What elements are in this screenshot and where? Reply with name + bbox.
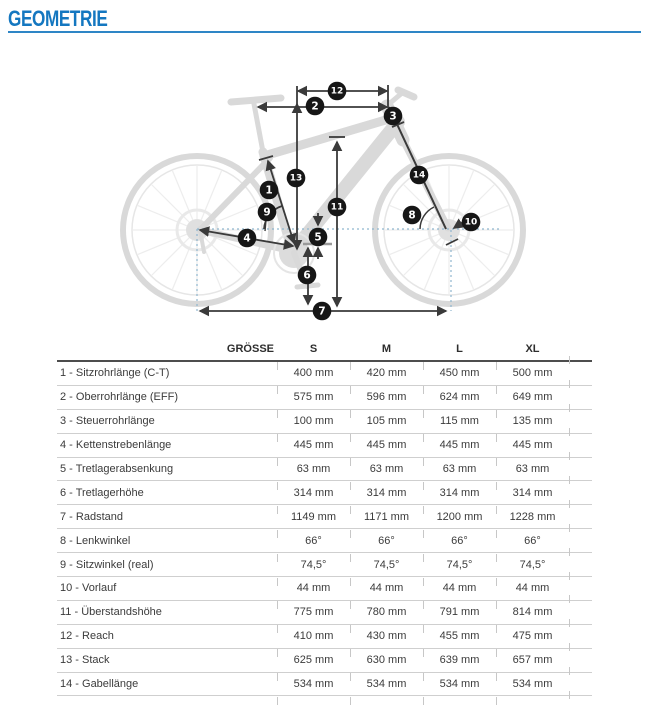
svg-text:6: 6 [303,269,311,282]
row-value-l: 791 mm [423,606,496,618]
row-value-l: 445 mm [423,439,496,451]
row-value-m: 44 mm [350,582,423,594]
row-label: 8 - Lenkwinkel [60,534,131,547]
row-value-s: 400 mm [277,367,350,379]
row-value-xl: 135 mm [496,415,569,427]
row-value-xl: 63 mm [496,463,569,475]
row-value-m: 630 mm [350,654,423,666]
diagram-marker-9 [258,203,277,222]
diagram-marker-1 [260,181,279,200]
row-value-s: 575 mm [277,391,350,403]
row-value-xl: 814 mm [496,606,569,618]
row-value-m: 63 mm [350,463,423,475]
diagram-marker-12 [328,82,347,101]
row-value-s: 775 mm [277,606,350,618]
row-value-m: 66° [350,535,423,547]
row-label: 4 - Kettenstrebenlänge [60,439,172,452]
row-value-xl: 1228 mm [496,511,569,523]
table-row [57,625,592,649]
row-label: 6 - Tretlagerhöhe [60,486,144,499]
page-header [8,8,641,30]
table-row [57,601,592,625]
diagram-marker-4 [238,229,257,248]
diagram-marker-10 [462,213,481,232]
row-value-s: 625 mm [277,654,350,666]
row-value-xl: 44 mm [496,582,569,594]
row-label: 7 - Radstand [60,510,123,523]
row-value-m: 780 mm [350,606,423,618]
row-label: 2 - Oberrohrlänge (EFF) [60,391,178,404]
table-row [57,577,592,601]
row-value-l: 534 mm [423,678,496,690]
diagram-marker-8 [403,206,422,225]
diagram-marker-14 [410,166,429,185]
row-value-m: 445 mm [350,439,423,451]
row-label: 9 - Sitzwinkel (real) [60,558,154,571]
svg-text:12: 12 [330,86,344,97]
svg-text:8: 8 [408,209,416,222]
table-body [57,362,592,696]
table-row [57,649,592,673]
row-value-s: 445 mm [277,439,350,451]
row-value-s: 410 mm [277,630,350,642]
row-value-xl: 649 mm [496,391,569,403]
row-label: 3 - Steuerrohrlänge [60,415,155,428]
diagram-marker-6 [298,266,317,285]
row-label: 14 - Gabellänge [60,678,139,691]
svg-text:11: 11 [330,202,344,213]
svg-text:13: 13 [289,173,303,184]
row-value-s: 1149 mm [277,511,350,523]
row-label: 10 - Vorlauf [60,582,117,595]
page-title: GEOMETRIE [8,6,108,31]
row-value-l: 450 mm [423,367,496,379]
row-value-xl: 534 mm [496,678,569,690]
row-value-l: 44 mm [423,582,496,594]
col-header-m: M [350,343,423,355]
col-header-xl: XL [496,343,569,355]
svg-text:3: 3 [389,110,397,123]
row-value-l: 639 mm [423,654,496,666]
table-row [57,410,592,434]
row-value-s: 44 mm [277,582,350,594]
table-row [57,505,592,529]
row-value-l: 115 mm [423,415,496,427]
svg-text:4: 4 [243,232,251,245]
col-header-s: S [277,343,350,355]
row-value-m: 105 mm [350,415,423,427]
row-value-l: 624 mm [423,391,496,403]
table-row [57,553,592,577]
row-value-s: 74,5° [277,559,350,571]
row-value-xl: 66° [496,535,569,547]
table-header-row [57,338,592,362]
row-value-l: 455 mm [423,630,496,642]
row-value-xl: 657 mm [496,654,569,666]
diagram-marker-3 [384,107,403,126]
row-label: 1 - Sitzrohrlänge (C-T) [60,367,170,380]
geometry-table [57,338,592,696]
bike-silhouette [123,90,523,304]
row-value-l: 1200 mm [423,511,496,523]
row-value-s: 314 mm [277,487,350,499]
diagram-marker-11 [328,198,347,217]
table-row [57,458,592,482]
table-row [57,529,592,553]
diagram-marker-5 [309,228,328,247]
row-value-l: 314 mm [423,487,496,499]
row-value-l: 66° [423,535,496,547]
svg-text:10: 10 [464,217,478,228]
size-header: GRÖSSE [226,343,274,355]
row-label: 13 - Stack [60,654,110,667]
col-header-l: L [423,343,496,355]
row-value-xl: 314 mm [496,487,569,499]
row-value-s: 66° [277,535,350,547]
frame [200,90,448,287]
svg-text:7: 7 [318,305,326,318]
row-value-s: 534 mm [277,678,350,690]
row-value-m: 534 mm [350,678,423,690]
row-value-xl: 500 mm [496,367,569,379]
row-value-m: 74,5° [350,559,423,571]
row-value-m: 1171 mm [350,511,423,523]
diagram-marker-13 [287,169,306,188]
table-row [57,362,592,386]
row-label: 5 - Tretlagerabsenkung [60,463,174,475]
row-value-xl: 445 mm [496,439,569,451]
table-row [57,386,592,410]
svg-text:5: 5 [314,231,322,244]
svg-text:2: 2 [311,100,319,113]
row-value-s: 100 mm [277,415,350,427]
row-value-xl: 475 mm [496,630,569,642]
row-value-m: 596 mm [350,391,423,403]
row-value-m: 430 mm [350,630,423,642]
row-value-m: 420 mm [350,367,423,379]
row-value-xl: 74,5° [496,559,569,571]
diagram-marker-7 [313,302,332,321]
table-row [57,481,592,505]
row-value-l: 63 mm [423,463,496,475]
svg-text:14: 14 [412,170,426,181]
title-underline [8,31,641,33]
table-row [57,434,592,458]
svg-text:9: 9 [263,206,271,219]
row-label: 11 - Überstandshöhe [60,606,162,619]
row-value-m: 314 mm [350,487,423,499]
bike-geometry-diagram [0,45,649,335]
row-value-s: 63 mm [277,463,350,475]
row-value-l: 74,5° [423,559,496,571]
diagram-marker-2 [306,97,325,116]
row-label: 12 - Reach [60,630,114,643]
svg-text:1: 1 [265,184,273,197]
